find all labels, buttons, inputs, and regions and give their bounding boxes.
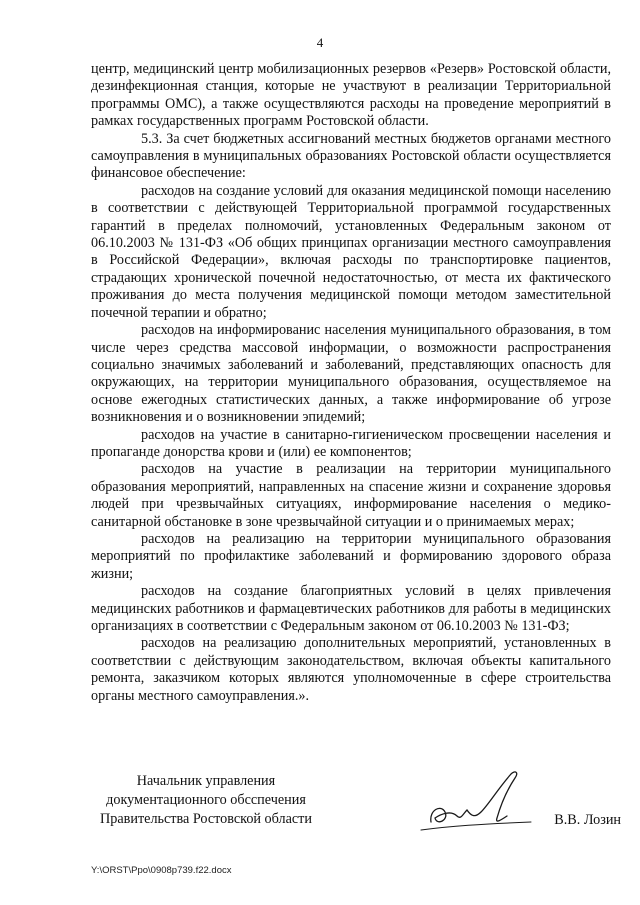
- paragraph: расходов на участие в реализации на территории муниципального образования мероприятий, направленных на спасение жизни и сохранение здоровья людей при чрезвычайных ситуациях, информирование населения о медико-санитарной обстановке в зоне чрезвычайной ситуации и о принимаемых мерах;: [91, 461, 611, 530]
- signatory-name: В.В. Лозин: [554, 812, 621, 828]
- paragraph: расходов на создание благоприятных условий в целях привлечения медицинских работников и фармацевтических работников для работы в медицинских организациях в соответствии с Федеральным законом от 06.10.2003 № 131-ФЗ;: [91, 583, 611, 634]
- signatory-title-line: Начальник управления: [136, 773, 276, 789]
- file-path-footer: Y:\ORST\Ppo\0908p739.f22.docx: [91, 865, 232, 876]
- paragraph: 5.3. За счет бюджетных ассигнований местных бюджетов органами местного самоуправления в муниципальных образованиях Ростовской области осуществляется финансовое обеспечение:: [91, 130, 611, 182]
- page-number: 4: [316, 35, 324, 50]
- paragraph: расходов на информированис населения муниципального образования, в том числе через средства массовой информации, о возможности распространения социально значимых заболеваний и заболеваний, представляющих опасность для окружающих, на территории муниципального образования, осуществляемое на основе ежегодных статистических данных, а также информирование об угрозе возникновения и о возникновении эпидемий;: [91, 322, 611, 426]
- document-body: [91, 61, 611, 705]
- handwritten-signature: [411, 760, 551, 840]
- paragraph: центр, медицинский центр мобилизационных резервов «Резерв» Ростовской области, дезинфекционная станция, которые не участвуют в реализации Территориальной программы ОМС), а также осуществляются расходы на проведение мероприятий в рамках государственных программ Ростовской области.: [91, 61, 611, 130]
- signatory-title: [91, 772, 321, 829]
- paragraph: расходов на участие в санитарно-гигиеническом просвещении населения и пропаганде донорства крови и (или) ее компонентов;: [91, 426, 611, 460]
- signatory-title-line: документационного обсспечения: [106, 792, 306, 808]
- paragraph: расходов на реализацию на территории муниципального образования мероприятий по профилактике заболеваний и формированию здорового образа жизни;: [91, 530, 611, 582]
- signatory-title-line: Правительства Ростовской области: [100, 811, 312, 827]
- signature-block: [91, 772, 621, 842]
- paragraph: расходов на создание условий для оказания медицинской помощи населению в соответствии с действующей Территориальной программой государственных гарантий в пределах полномочий, установленных Федеральным законом от 06.10.2003 № 131-ФЗ «Об общих принципах организации местного самоуправления в Российской Федерации», включая расходы по транспортировке пациентов, страдающих хронической почечной недостаточностью, от места их фактического проживания до места получения медицинской помощи методом заместительной почечной терапии и обратно;: [91, 182, 611, 321]
- paragraph: расходов на реализацию дополнительных мероприятий, установленных в соответствии с действующим законодательством, включая объекты капитального ремонта, заказчиком которых являются уполномоченные в сфере строительства органы местного самоуправления.».: [91, 635, 611, 704]
